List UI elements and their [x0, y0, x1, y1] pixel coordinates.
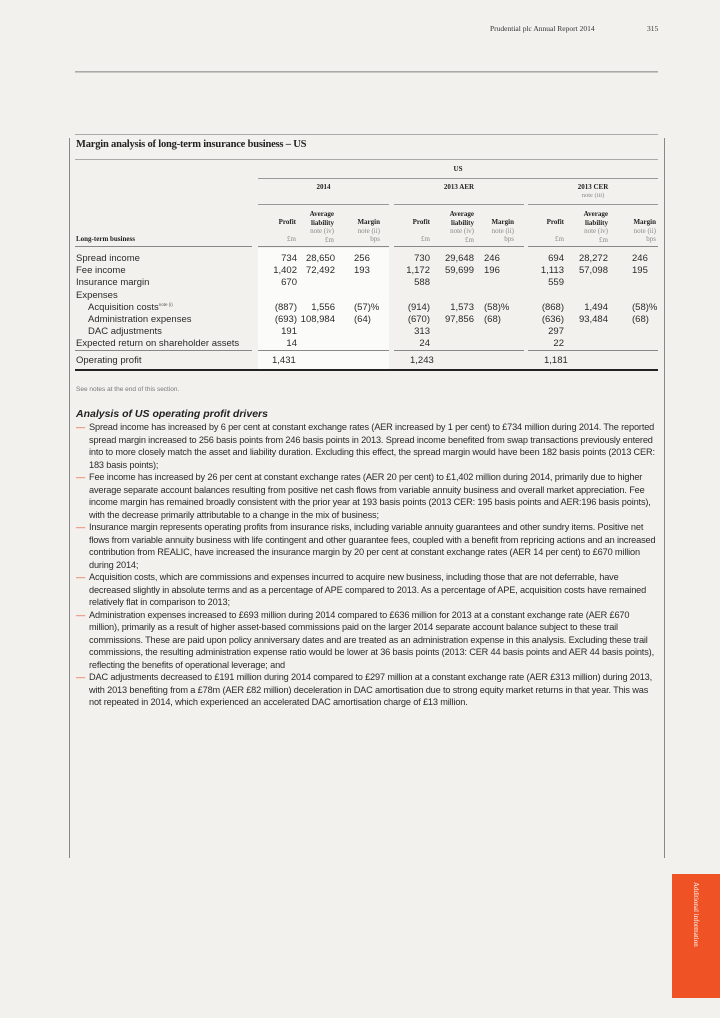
region-header: US [453, 165, 463, 173]
report-title: Prudential plc Annual Report 2014 [490, 24, 595, 33]
table-row [76, 290, 658, 302]
cell-value: 97,856 [444, 314, 474, 325]
dash-icon: — [76, 609, 86, 620]
bullet-fee-income: — Fee income has increased by 26 per cent at constant exchange rates (AER 20 per cent) to £1,402 million during 2014, primarily due to higher average separate account balances resulting from positive net cash flows from variable annuity business and overall market appreciation. Fee income margin has remained broadly consistent with the prior year at 193 basis points (2013 CER: 195 basis points and AER:196 basis points), with the decrease primarily attributable to a change in the mix of business; [76, 472, 651, 520]
cell-value: 559 [548, 277, 564, 289]
period-underline-2014 [258, 204, 389, 205]
period-header-2013-aer: 2013 AER [443, 183, 475, 191]
cell-value: 14 [286, 338, 297, 350]
row-label: Administration expenses [88, 314, 192, 325]
cell-value: 588 [414, 277, 430, 289]
cell-value: 246 [484, 253, 500, 264]
cell-value: (68) [632, 314, 649, 325]
col-header-average-liability: Average liability note (iv) £m [583, 210, 608, 244]
subtotal-rule [528, 350, 658, 351]
section-side-tab[interactable] [672, 874, 720, 998]
row-header-label: Long-term business [76, 235, 135, 243]
table-row [76, 277, 658, 289]
row-label: Expenses [76, 289, 118, 301]
cell-value: 256 [354, 253, 370, 264]
bullet-acquisition-costs: — Acquisition costs, which are commissions and expenses incurred to acquire new business, including those that are not deferrable, have decreased slightly in absolute terms and as a percentage of APE compared to 2013. As a percentage of APE, acquisition costs have remained relatively flat in comparison to 2013; [76, 572, 647, 607]
row-label: DAC adjustments [88, 326, 162, 338]
cell-value: (68) [484, 314, 501, 325]
table-row [76, 253, 658, 265]
bullet-dac-adjustments: — DAC adjustments decreased to £191 million during 2014 compared to £297 million at a constant exchange rate (AER £313 million) during 2013, with 2013 benefiting from a £78m (AER £82 million) deceleration in DAC amortisation due to strong equity market returns in that year. This was not repeated in 2014, which experienced an accelerated DAC amortisation charge of £13 million. [76, 672, 653, 707]
section-title: Margin analysis of long-term insurance business – US [76, 139, 307, 150]
row-label: Operating profit [76, 355, 142, 366]
cell-value: 1,573 [450, 301, 474, 313]
cell-value: 313 [414, 326, 430, 338]
cell-value: (914) [407, 301, 430, 313]
cell-value: 93,484 [578, 314, 608, 325]
page-number: 315 [647, 24, 659, 33]
cell-value: 193 [354, 265, 370, 277]
cell-value: 1,181 [544, 355, 568, 366]
row-note: note (i) [158, 301, 173, 307]
cell-value: 1,556 [311, 301, 335, 313]
subtotal-rule [258, 350, 389, 351]
period-underline-cer [528, 204, 658, 205]
cell-value: 1,431 [272, 355, 296, 366]
cell-value: 297 [548, 326, 564, 338]
row-label: Fee income [76, 265, 126, 277]
cell-value: (887) [274, 301, 297, 313]
bullet-administration-expenses: — Administration expenses increased to £693 million during 2014 compared to £636 million for 2013 at a constant exchange rate (AER £670 million), primarily as a result of higher asset-based commissions paid on the larger 2014 separate account balance subject to these trail commissions. These are paid upon policy anniversary dates and are treated as an administration expense in this analysis. Excluding these trail commissions, the resulting administration expense ratio would be lower at 36 basis points (2013: CER 44 basis points and AER 44 basis points), reflecting the benefits of operational leverage; and [76, 609, 654, 670]
dash-icon: — [76, 572, 86, 582]
table-row [76, 314, 658, 326]
cell-value: 734 [281, 253, 297, 264]
table-top-rule [75, 159, 658, 160]
table-row [76, 338, 658, 350]
col-header-margin: Margin note (ii) bps [633, 218, 656, 243]
footnote: See notes at the end of this section. [76, 386, 180, 393]
table-row [76, 326, 658, 338]
row-label: Spread income [76, 253, 140, 264]
cell-value: (636) [541, 314, 564, 325]
col-header-average-liability: Average liability note (iv) £m [309, 210, 334, 244]
dash-icon: — [76, 472, 86, 482]
row-label: Acquisition costs$^{note (i)}$ [88, 301, 173, 313]
cell-value: 1,494 [584, 301, 608, 313]
cell-value: 28,650 [305, 253, 335, 264]
period-header-2013-cer: 2013 CER [577, 183, 609, 191]
cell-value: 108,984 [300, 314, 335, 325]
period-underline-aer [394, 204, 524, 205]
header-bottom-rule [258, 246, 389, 247]
cell-value: 694 [548, 253, 564, 264]
cell-value: 191 [281, 326, 297, 338]
cell-value: (868) [541, 301, 564, 313]
table-row [76, 265, 658, 277]
table-bottom-rule [75, 369, 658, 371]
cell-value: 196 [484, 265, 500, 277]
cell-value: (58)% [632, 301, 658, 313]
cell-value: 246 [632, 253, 648, 264]
subtotal-rule [394, 350, 524, 351]
cell-value: (57)% [354, 301, 380, 313]
period-note-cer: note (iii) [581, 192, 605, 199]
cell-value: 670 [281, 277, 297, 289]
cell-value: 28,272 [578, 253, 608, 264]
col-header-profit: Profit £m [546, 218, 564, 243]
cell-value: (58)% [484, 301, 510, 313]
right-margin-rule [664, 138, 665, 858]
row-label: Expected return on shareholder assets [76, 338, 240, 350]
analysis-title: Analysis of US operating profit drivers [76, 408, 268, 420]
cell-value: 195 [632, 265, 648, 277]
cell-value: 1,243 [410, 355, 434, 366]
col-header-margin: Margin note (ii) bps [491, 218, 514, 243]
cell-value: 72,492 [305, 265, 335, 277]
cell-value: 730 [414, 253, 430, 264]
cell-value: (64) [354, 314, 371, 325]
cell-value: 1,402 [273, 265, 297, 277]
cell-value: 57,098 [578, 265, 608, 277]
cell-value: 1,172 [406, 265, 430, 277]
side-tab-label: Additional information [692, 882, 700, 947]
col-header-profit: Profit £m [412, 218, 430, 243]
region-underline [258, 178, 658, 179]
dash-icon: — [76, 422, 86, 432]
cell-value: 22 [553, 338, 564, 350]
table-row [76, 302, 658, 314]
subtotal-rule [75, 350, 252, 351]
left-margin-rule [69, 138, 70, 858]
page-header [0, 24, 720, 38]
col-header-margin: Margin note (ii) bps [357, 218, 380, 243]
cell-value: 29,648 [444, 253, 474, 264]
col-header-average-liability: Average liability note (iv) £m [449, 210, 474, 244]
bullet-spread-income: — Spread income has increased by 6 per cent at constant exchange rates (AER increased by 1 per cent) to £734 million during 2014. The reported spread margin increased to 256 basis points from 246 basis points in 2013. Spread income benefited from swap transactions previously entered into to more closely match the asset and liability duration. Excluding this effect, the spread margin would have been 182 basis points (2013 CER: 183 basis points); [76, 422, 655, 470]
dash-icon: — [76, 672, 86, 682]
row-label: Insurance margin [76, 277, 150, 289]
cell-value: (693) [274, 314, 297, 325]
header-bottom-rule [75, 246, 252, 247]
header-bottom-rule [528, 246, 658, 247]
header-rule [75, 71, 658, 73]
cell-value: (670) [407, 314, 430, 325]
period-header-2014: 2014 [316, 183, 331, 191]
cell-value: 24 [419, 338, 430, 350]
section-top-rule [75, 134, 658, 135]
dash-icon: — [76, 522, 86, 532]
header-bottom-rule [394, 246, 524, 247]
bullet-insurance-margin: — Insurance margin represents operating profits from insurance risks, including variable annuity guarantees and other sundry items. Positive net flows from variable annuity business with life contingent and other guarantee fees, coupled with a benefit from repricing actions and an increased contribution from REALIC, have increased the insurance margin by 20 per cent at constant exchange rates (AER 14 per cent) to £670 million during 2014; [76, 522, 656, 570]
col-header-profit: Profit £m [278, 218, 296, 243]
table-row-total [76, 355, 658, 367]
cell-value: 59,699 [444, 265, 474, 277]
cell-value: 1,113 [540, 265, 564, 277]
analysis-bullet-list [76, 421, 658, 709]
